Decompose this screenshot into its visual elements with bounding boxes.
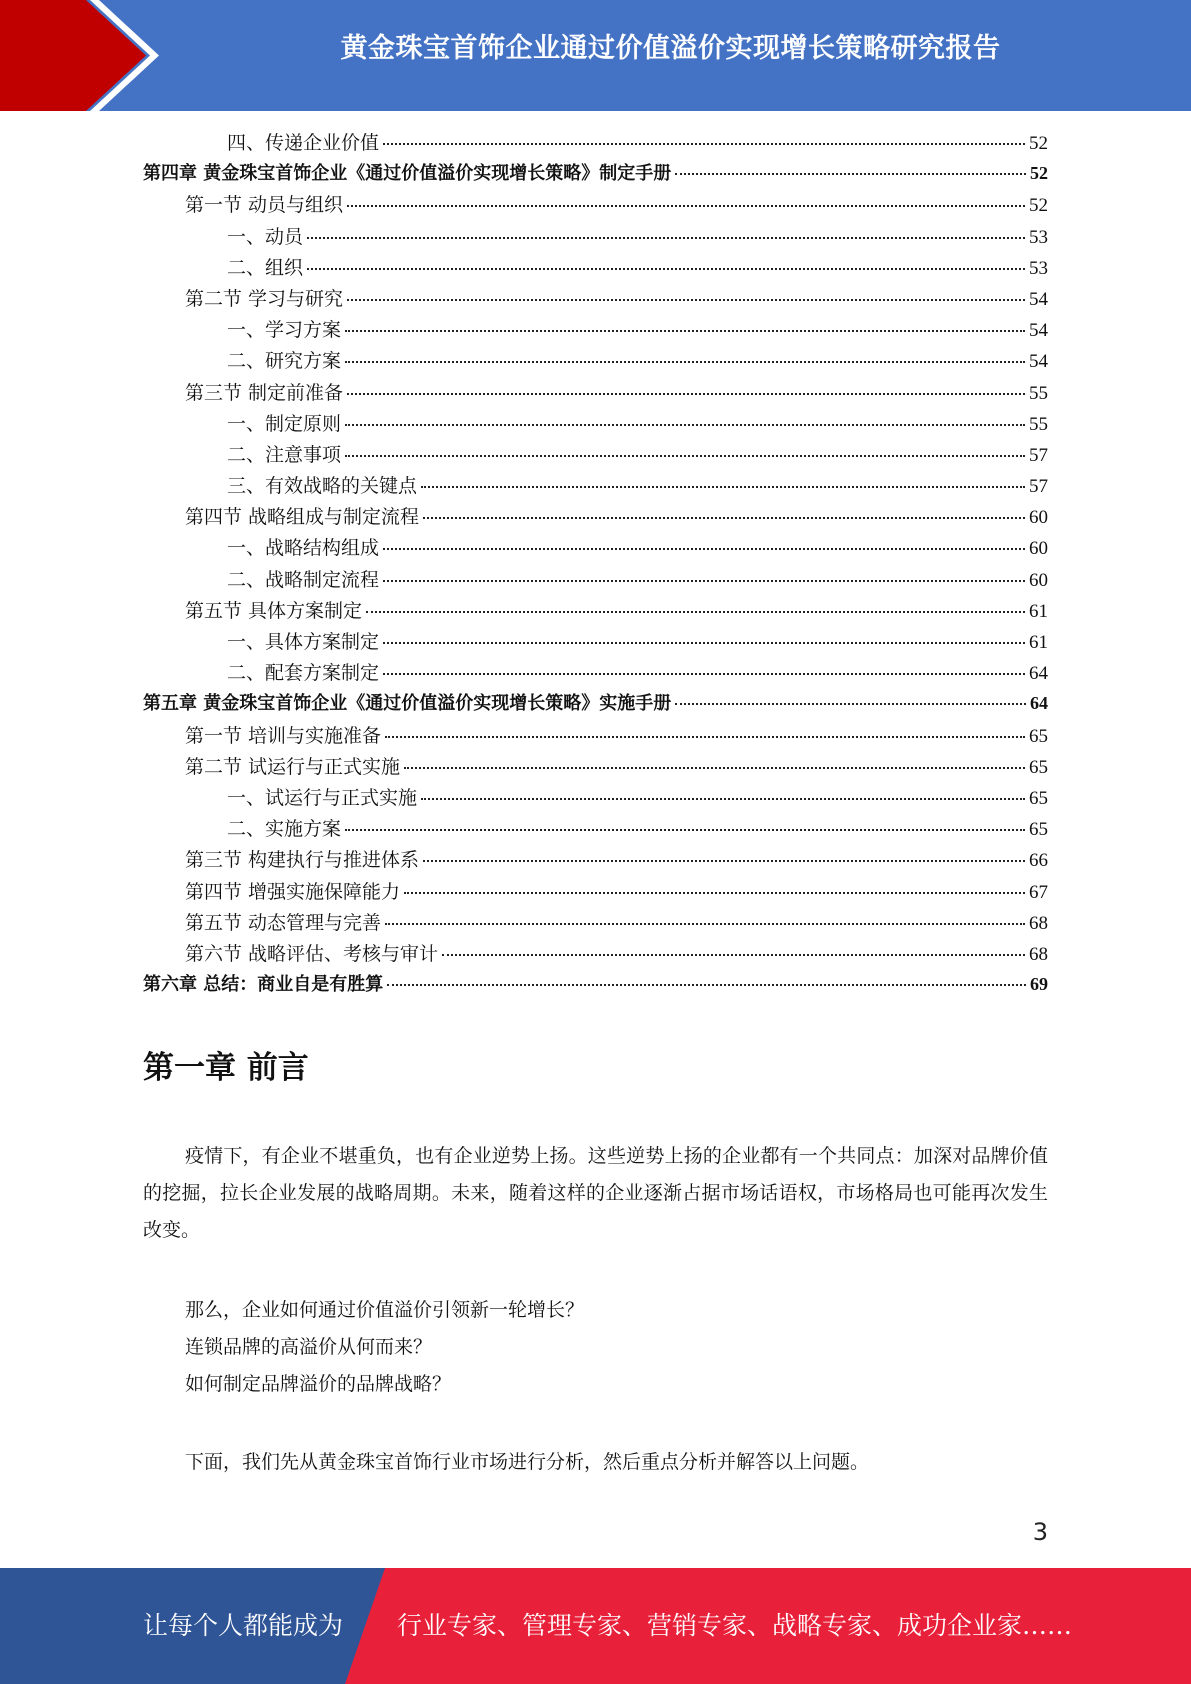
toc-entry-page: 69 bbox=[1030, 974, 1048, 995]
toc-dot-leader bbox=[345, 361, 1025, 363]
toc-dot-leader bbox=[347, 205, 1025, 207]
toc-entry-page: 68 bbox=[1029, 943, 1048, 965]
page-number: 3 bbox=[1032, 1518, 1048, 1546]
toc-entry[interactable] bbox=[143, 533, 1048, 564]
question-item: 如何制定品牌溢价的品牌战略？ bbox=[185, 1373, 452, 1395]
toc-entry-page: 60 bbox=[1029, 569, 1048, 591]
toc-dot-leader bbox=[345, 330, 1025, 332]
toc-dot-leader bbox=[307, 268, 1025, 270]
toc-dot-leader bbox=[366, 611, 1025, 613]
intro-paragraph: 疫情下，有企业不堪重负，也有企业逆势上扬。这些逆势上扬的企业都有一个共同点：加深对品牌价值的挖掘，拉长企业发展的战略周期。未来，随着这样的企业逐渐占据市场话语权，市场格局也可能再次发生改变。 bbox=[143, 1145, 1048, 1241]
toc-entry-title: 二、实施方案 bbox=[227, 818, 342, 841]
toc-entry[interactable] bbox=[143, 315, 1048, 346]
toc-entry-page: 53 bbox=[1029, 226, 1048, 248]
toc-entry-title: 第三节 构建执行与推进体系 bbox=[185, 849, 420, 872]
toc-entry-title: 第五章 黄金珠宝首饰企业《通过价值溢价实现增长策略》实施手册 bbox=[143, 693, 672, 715]
toc-entry-title: 一、战略结构组成 bbox=[227, 537, 380, 560]
toc-entry-page: 53 bbox=[1029, 257, 1048, 279]
report-title: 黄金珠宝首饰企业通过价值溢价实现增长策略研究报告 bbox=[340, 33, 1001, 64]
toc-entry[interactable] bbox=[143, 284, 1048, 315]
toc-dot-leader bbox=[421, 798, 1025, 800]
toc-entry-page: 52 bbox=[1029, 133, 1048, 154]
toc-dot-leader bbox=[442, 954, 1025, 956]
toc-entry[interactable] bbox=[143, 409, 1048, 440]
toc-entry[interactable] bbox=[143, 877, 1048, 908]
toc-entry[interactable] bbox=[143, 939, 1048, 970]
toc-entry-page: 61 bbox=[1029, 632, 1048, 653]
toc-dot-leader bbox=[675, 173, 1026, 175]
toc-entry-page: 68 bbox=[1029, 912, 1048, 934]
toc-entry[interactable] bbox=[143, 596, 1048, 627]
toc-entry-page: 65 bbox=[1029, 819, 1048, 841]
toc-entry-title: 第一节 动员与组织 bbox=[185, 194, 344, 217]
toc-entry[interactable] bbox=[143, 752, 1048, 783]
question-item: 那么，企业如何通过价值溢价引领新一轮增长？ bbox=[185, 1299, 585, 1321]
toc-entry-title: 第五节 动态管理与完善 bbox=[185, 911, 382, 934]
toc-entry[interactable] bbox=[143, 159, 1048, 190]
toc-entry-title: 第六节 战略评估、考核与审计 bbox=[185, 942, 439, 965]
toc-entry-page: 64 bbox=[1030, 693, 1048, 714]
toc-entry-page: 52 bbox=[1030, 163, 1048, 184]
toc-dot-leader bbox=[421, 486, 1025, 488]
toc-entry[interactable] bbox=[143, 689, 1048, 720]
toc-entry-title: 第五节 具体方案制定 bbox=[185, 599, 363, 622]
toc-entry-page: 55 bbox=[1029, 382, 1048, 404]
toc-dot-leader bbox=[404, 767, 1025, 769]
toc-dot-leader bbox=[675, 703, 1026, 705]
toc-entry-title: 二、战略制定流程 bbox=[227, 568, 380, 591]
toc-dot-leader bbox=[383, 143, 1025, 145]
table-of-contents bbox=[143, 128, 1048, 1001]
toc-entry-title: 一、试运行与正式实施 bbox=[227, 786, 418, 809]
toc-entry-title: 第四章 黄金珠宝首饰企业《通过价值溢价实现增长策略》制定手册 bbox=[143, 163, 672, 185]
toc-dot-leader bbox=[345, 424, 1025, 426]
toc-entry[interactable] bbox=[143, 471, 1048, 502]
toc-entry-title: 二、研究方案 bbox=[227, 350, 342, 373]
toc-entry[interactable] bbox=[143, 814, 1048, 845]
toc-entry-title: 第四节 战略组成与制定流程 bbox=[185, 506, 420, 529]
toc-dot-leader bbox=[385, 736, 1025, 738]
toc-entry-title: 第四节 增强实施保障能力 bbox=[185, 880, 401, 903]
toc-entry[interactable] bbox=[143, 378, 1048, 409]
toc-entry[interactable] bbox=[143, 565, 1048, 596]
toc-entry-page: 57 bbox=[1029, 476, 1048, 498]
toc-entry-page: 65 bbox=[1029, 756, 1048, 778]
toc-entry[interactable] bbox=[143, 502, 1048, 533]
toc-entry-title: 第一节 培训与实施准备 bbox=[185, 724, 382, 747]
toc-dot-leader bbox=[383, 580, 1025, 582]
toc-dot-leader bbox=[347, 299, 1025, 301]
toc-entry[interactable] bbox=[143, 845, 1048, 876]
toc-dot-leader bbox=[423, 860, 1025, 862]
toc-entry-page: 65 bbox=[1029, 787, 1048, 809]
toc-entry-page: 57 bbox=[1029, 444, 1048, 466]
toc-entry[interactable] bbox=[143, 253, 1048, 284]
toc-dot-leader bbox=[383, 642, 1025, 644]
header-arrow-decoration bbox=[0, 0, 160, 111]
toc-entry-page: 65 bbox=[1029, 725, 1048, 747]
toc-entry-title: 二、配套方案制定 bbox=[227, 662, 380, 685]
toc-entry-title: 三、有效战略的关键点 bbox=[227, 475, 418, 498]
question-list bbox=[185, 1292, 584, 1403]
toc-entry[interactable] bbox=[143, 346, 1048, 377]
toc-entry-title: 二、注意事项 bbox=[227, 443, 342, 466]
toc-entry[interactable] bbox=[143, 222, 1048, 253]
toc-entry[interactable] bbox=[143, 627, 1048, 658]
page-header bbox=[0, 0, 1191, 111]
toc-entry[interactable] bbox=[143, 908, 1048, 939]
toc-entry-title: 第二节 学习与研究 bbox=[185, 287, 344, 310]
toc-dot-leader bbox=[307, 237, 1025, 239]
toc-entry[interactable] bbox=[143, 721, 1048, 752]
toc-entry-title: 二、组织 bbox=[227, 256, 304, 279]
toc-entry[interactable] bbox=[143, 783, 1048, 814]
question-item: 连锁品牌的高溢价从何而来？ bbox=[185, 1336, 433, 1358]
toc-entry[interactable] bbox=[143, 440, 1048, 471]
toc-entry-title: 第二节 试运行与正式实施 bbox=[185, 755, 401, 778]
toc-entry-title: 一、制定原则 bbox=[227, 412, 342, 435]
toc-dot-leader bbox=[385, 923, 1025, 925]
toc-entry-page: 61 bbox=[1029, 600, 1048, 622]
toc-entry[interactable] bbox=[143, 190, 1048, 221]
toc-entry-title: 第六章 总结：商业自是有胜算 bbox=[143, 974, 384, 996]
toc-entry-page: 55 bbox=[1029, 413, 1048, 435]
toc-entry-title: 一、动员 bbox=[227, 225, 304, 248]
toc-dot-leader bbox=[383, 548, 1025, 550]
toc-dot-leader bbox=[347, 393, 1025, 395]
toc-entry-page: 60 bbox=[1029, 507, 1048, 529]
toc-dot-leader bbox=[404, 892, 1025, 894]
toc-entry-page: 66 bbox=[1029, 850, 1048, 872]
toc-entry[interactable] bbox=[143, 970, 1048, 1001]
toc-dot-leader bbox=[383, 673, 1025, 675]
toc-entry-page: 64 bbox=[1029, 663, 1048, 685]
toc-entry[interactable] bbox=[143, 658, 1048, 689]
toc-dot-leader bbox=[423, 517, 1025, 519]
toc-dot-leader bbox=[345, 455, 1025, 457]
toc-entry-title: 第三节 制定前准备 bbox=[185, 381, 344, 404]
toc-entry-title: 四、传递企业价值 bbox=[227, 132, 380, 154]
chapter-heading: 第一章 前言 bbox=[143, 1050, 309, 1086]
transition-paragraph: 下面，我们先从黄金珠宝首饰行业市场进行分析，然后重点分析并解答以上问题。 bbox=[185, 1451, 870, 1473]
toc-dot-leader bbox=[345, 829, 1025, 831]
toc-entry-page: 60 bbox=[1029, 538, 1048, 560]
toc-entry[interactable] bbox=[143, 128, 1048, 159]
toc-entry-page: 54 bbox=[1029, 288, 1048, 310]
toc-entry-page: 52 bbox=[1029, 195, 1048, 217]
toc-entry-page: 54 bbox=[1029, 351, 1048, 373]
toc-entry-page: 67 bbox=[1029, 881, 1048, 903]
toc-entry-title: 一、学习方案 bbox=[227, 319, 342, 342]
footer-slogan-right: 行业专家、管理专家、营销专家、战略专家、成功企业家…… bbox=[397, 1611, 1073, 1640]
toc-entry-page: 54 bbox=[1029, 320, 1048, 342]
toc-dot-leader bbox=[387, 984, 1026, 986]
toc-entry-title: 一、具体方案制定 bbox=[227, 631, 380, 653]
footer-slogan-left: 让每个人都能成为 bbox=[143, 1611, 344, 1640]
page-footer bbox=[0, 1568, 1191, 1684]
